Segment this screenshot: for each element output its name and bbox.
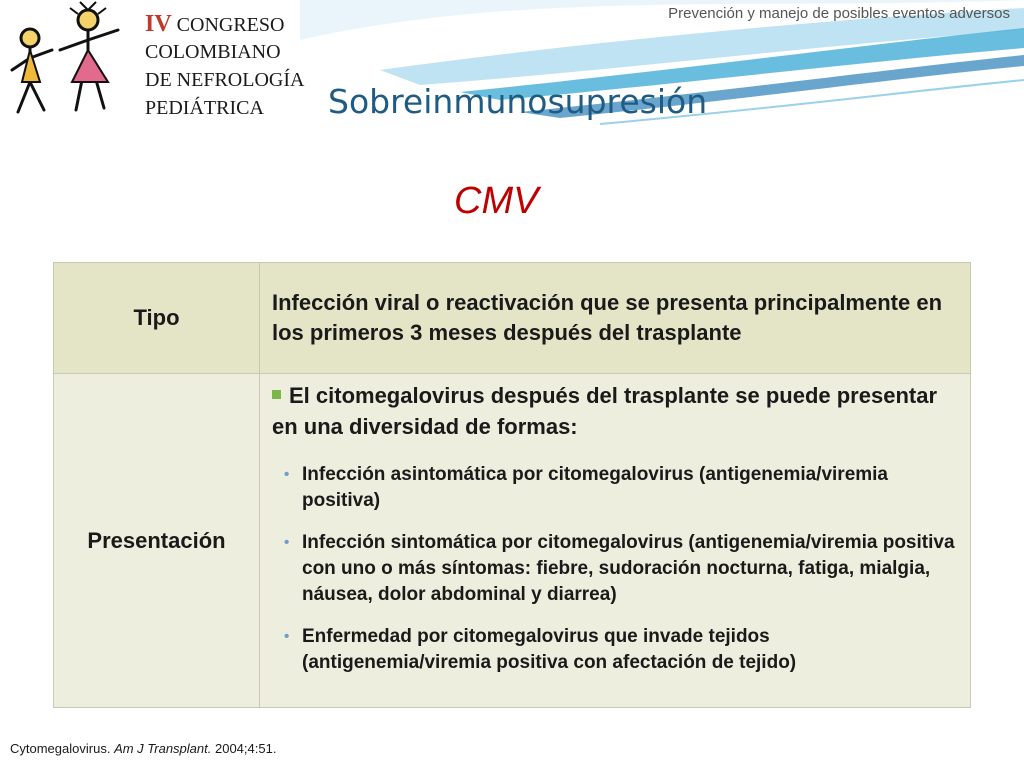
- square-bullet-icon: [272, 390, 281, 399]
- congress-line-3: DE NEFROLOGÍA: [145, 69, 305, 91]
- reference-journal: Am J Transplant.: [114, 741, 212, 756]
- bullet-dot-icon: •: [284, 628, 290, 645]
- list-item: [272, 624, 958, 676]
- slide-title: Sobreinmunosupresión: [328, 82, 708, 121]
- congress-line-1: CONGRESO: [176, 14, 285, 36]
- slide-subtitle: CMV: [454, 180, 539, 222]
- section-header: Prevención y manejo de posibles eventos adversos: [668, 5, 1010, 22]
- bullet-dot-icon: •: [284, 466, 290, 483]
- presentation-lead-text: El citomegalovirus después del trasplante se puede presentar en una diversidad de formas:: [272, 383, 938, 439]
- congress-line-4: PEDIÁTRICA: [145, 97, 264, 119]
- list-item: [272, 530, 958, 608]
- congress-line-2: COLOMBIANO: [145, 41, 281, 63]
- list-item-text: Infección sintomática por citomegalovirus (antigenemia/viremia positiva con uno o más síntomas: fiebre, sudoración nocturna, fatiga, mialgia, náusea, dolor abdominal y diarrea): [302, 532, 955, 605]
- presentation-lead: [272, 380, 958, 442]
- list-item-text: Enfermedad por citomegalovirus que invade tejidos (antigenemia/viremia positiva con afectación de tejido): [302, 626, 797, 673]
- table-row-presentacion: [54, 374, 971, 708]
- congress-roman-numeral: IV: [145, 11, 172, 37]
- row-label-presentacion: Presentación: [54, 374, 260, 708]
- bullet-dot-icon: •: [284, 534, 290, 551]
- congress-logo-kids: [0, 0, 130, 120]
- congress-name: [145, 10, 304, 122]
- row-content-presentacion: [260, 374, 971, 708]
- table-row-tipo: [54, 263, 971, 374]
- list-item: [272, 462, 958, 514]
- cmv-table: [53, 262, 971, 708]
- list-item-text: Infección asintomática por citomegalovirus (antigenemia/viremia positiva): [302, 464, 889, 511]
- reference-prefix: Cytomegalovirus.: [10, 741, 111, 756]
- reference-suffix: 2004;4:51.: [214, 741, 277, 756]
- row-label-tipo: Tipo: [54, 263, 260, 374]
- row-text-tipo: Infección viral o reactivación que se presenta principalmente en los primeros 3 meses después del trasplante: [260, 263, 971, 374]
- reference-citation: [10, 741, 276, 756]
